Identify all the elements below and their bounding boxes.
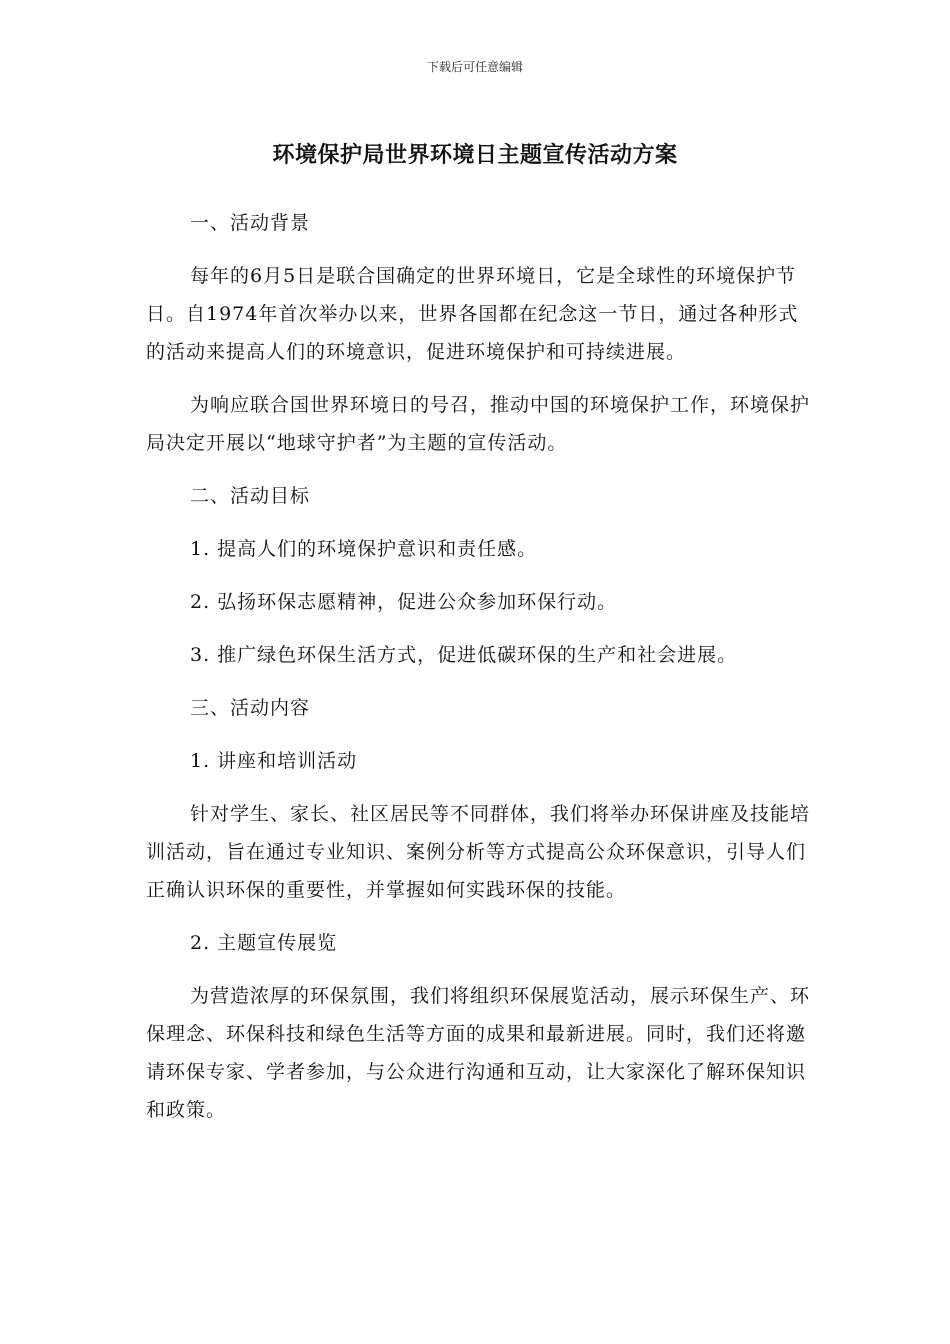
content-item-1-body: 针对学生、家长、社区居民等不同群体，我们将举办环保讲座及技能培训活动，旨在通过专业知识、案例分析等方式提高公众环保意识，引导人们正确认识环保的重要性，并掌握如何实践环保的技能。	[146, 803, 811, 901]
content-item-2-body: 为营造浓厚的环保氛围，我们将组织环保展览活动，展示环保生产、环保理念、环保科技和绿色生活等方面的成果和最新进展。同时，我们还将邀请环保专家、学者参加，与公众进行沟通和互动，让大家深化了解环保知识和政策。	[146, 985, 811, 1121]
section-heading-content: 三、活动内容	[190, 697, 311, 719]
goal-item-1: 1. 提高人们的环境保护意识和责任感。	[190, 538, 538, 560]
goal-item-2: 2. 弘扬环保志愿精神，促进公众参加环保行动。	[190, 591, 618, 613]
content-item-2-title: 2. 主题宣传展览	[190, 932, 338, 954]
section-heading-goals: 二、活动目标	[190, 485, 311, 507]
content-item-1-title: 1. 讲座和培训活动	[190, 750, 358, 772]
section-heading-background: 一、活动背景	[190, 212, 311, 234]
background-paragraph-2: 为响应联合国世界环境日的号召，推动中国的环境保护工作，环境保护局决定开展以“地球守护者”为主题的宣传活动。	[146, 394, 811, 454]
document-title: 环境保护局世界环境日主题宣传活动方案	[272, 143, 678, 168]
background-paragraph-1: 每年的6月5日是联合国确定的世界环境日，它是全球性的环境保护节日。自1974年首次举办以来，世界各国都在纪念这一节日，通过各种形式的活动来提高人们的环境意识，促进环境保护和可持续进展。	[146, 265, 799, 363]
goal-item-3: 3. 推广绿色环保生活方式，促进低碳环保的生产和社会进展。	[190, 644, 738, 666]
document-body	[146, 204, 818, 1129]
header-note: 下载后可任意编辑	[426, 60, 523, 74]
